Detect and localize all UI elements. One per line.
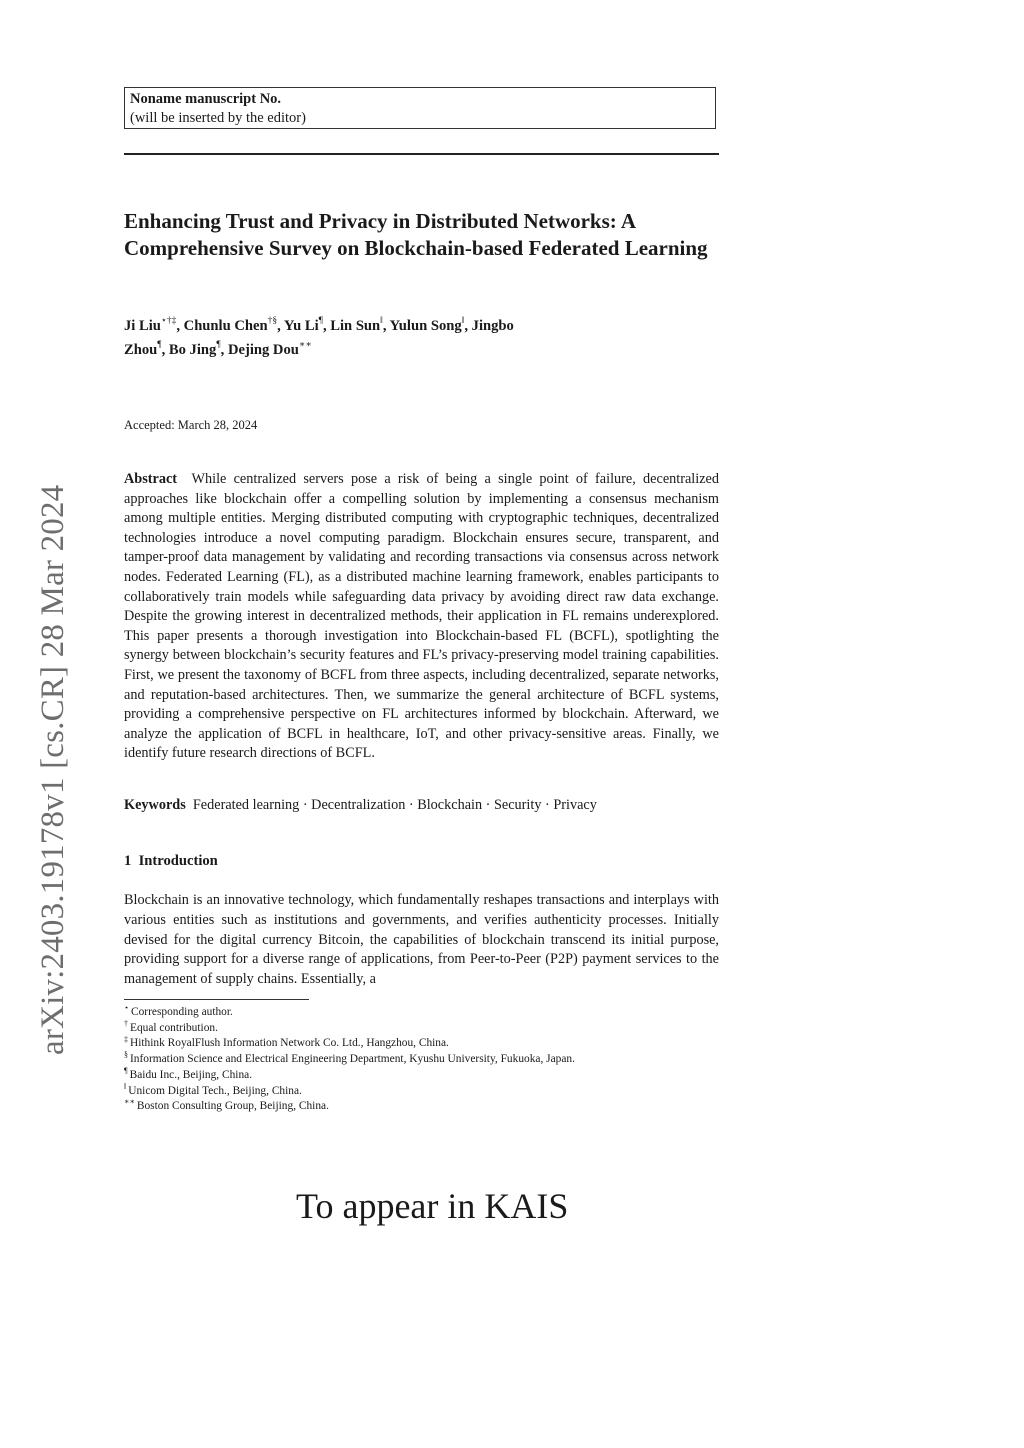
footnote: ¶ Baidu Inc., Beijing, China. <box>124 1066 253 1081</box>
abstract-label: Abstract <box>124 471 178 487</box>
author: Bo Jing¶ <box>168 340 221 358</box>
section-number: 1 <box>124 853 132 869</box>
footnote-rule <box>124 999 309 1000</box>
header-rule <box>124 153 719 155</box>
author: Ji Liu⋆†‡ <box>124 316 177 334</box>
arxiv-stamp: arXiv:2403.19178v1 [cs.CR] 28 Mar 2024 <box>35 484 71 1055</box>
footnotes <box>124 1005 744 1115</box>
author: Lin Sun‖ <box>330 316 383 334</box>
author: Yulun Song‖ <box>389 316 465 334</box>
footnote: † Equal contribution. <box>124 1018 218 1034</box>
editor-note: (will be inserted by the editor) <box>130 110 306 126</box>
author: Chunlu Chen†§ <box>183 316 278 334</box>
keywords-label: Keywords <box>124 797 186 813</box>
accepted-date: Accepted: March 28, 2024 <box>124 418 258 432</box>
intro-paragraph: Blockchain is an innovative technology, which fundamentally reshapes transactions and interplays with various entities such as institutions and governments, and verifies authenticity processes. Initially devised for the digital currency Bitcoin, the capabilities of blockchain transcend its initial purpose, providing support for a diverse range of applications, from Peer-to-Peer (P2P) payment services to the management of supply chains. Essentially, a <box>124 892 719 988</box>
abstract <box>124 470 719 764</box>
footnote: ‡ Hithink RoyalFlush Information Network Co. Ltd., Hangzhou, China. <box>124 1034 449 1050</box>
section-heading <box>124 853 218 870</box>
footnote: ⋆ Corresponding author. <box>124 1003 233 1018</box>
arxiv-stamp-container <box>34 440 72 1055</box>
footnote: ‖ Unicom Digital Tech., Beijing, China. <box>124 1081 302 1097</box>
footnote: § Information Science and Electrical Engineering Department, Kyushu University, Fukuoka, Japan. <box>124 1050 575 1066</box>
publication-note: To appear in KAIS <box>296 1186 569 1226</box>
keywords <box>124 795 724 815</box>
author: Dejing Dou∗∗ <box>227 340 312 358</box>
manuscript-number-label: Noname manuscript No. <box>130 91 282 107</box>
section-title: Introduction <box>138 853 218 869</box>
author-list: Ji Liu⋆†‡, Chunlu Chen†§, Yu Li¶, Lin Sun‖, Yulun Song‖, Jingbo Zhou¶, Bo Jing¶, Dejing Dou∗∗ <box>124 316 514 358</box>
author: Jingbo Zhou¶ <box>124 318 514 358</box>
keywords-text: Federated learning · Decentralization · Blockchain · Security · Privacy <box>192 797 597 813</box>
abstract-text: While centralized servers pose a risk of being a single point of failure, decentralized approaches like blockchain offer a compelling solution by implementing a consensus mechanism among multiple entities. Merging distributed computing with cryptographic techniques, decentralized technologies introduce a novel computing paradigm. Blockchain ensures secure, transparent, and tamper-proof data management by validating and recording transactions via consensus across network nodes. Federated Learning (FL), as a distributed machine learning framework, enables participants to collaboratively train models while safeguarding data privacy by avoiding direct raw data exchange. Despite the growing interest in decentralized methods, their application in FL remains underexplored. This paper presents a thorough investigation into Blockchain-based FL (BCFL), spotlighting the synergy between blockchain’s security features and FL’s privacy-preserving model training capabilities. First, we present the taxonomy of BCFL from three aspects, including decentralized, separate networks, and reputation-based architectures. Then, we summarize the general architecture of BCFL systems, providing a comprehensive perspective on FL architectures informed by blockchain. Afterward, we analyze the application of BCFL in healthcare, IoT, and other privacy-sensitive areas. Finally, we identify future research directions of BCFL. <box>124 471 719 762</box>
paper-title: Enhancing Trust and Privacy in Distributed Networks: A Comprehensive Survey on Blockchain-based Federated Learning <box>124 209 708 260</box>
footnote: ∗∗ Boston Consulting Group, Beijing, China. <box>124 1097 329 1113</box>
author: Yu Li¶ <box>283 316 323 334</box>
editor-box <box>124 87 716 129</box>
